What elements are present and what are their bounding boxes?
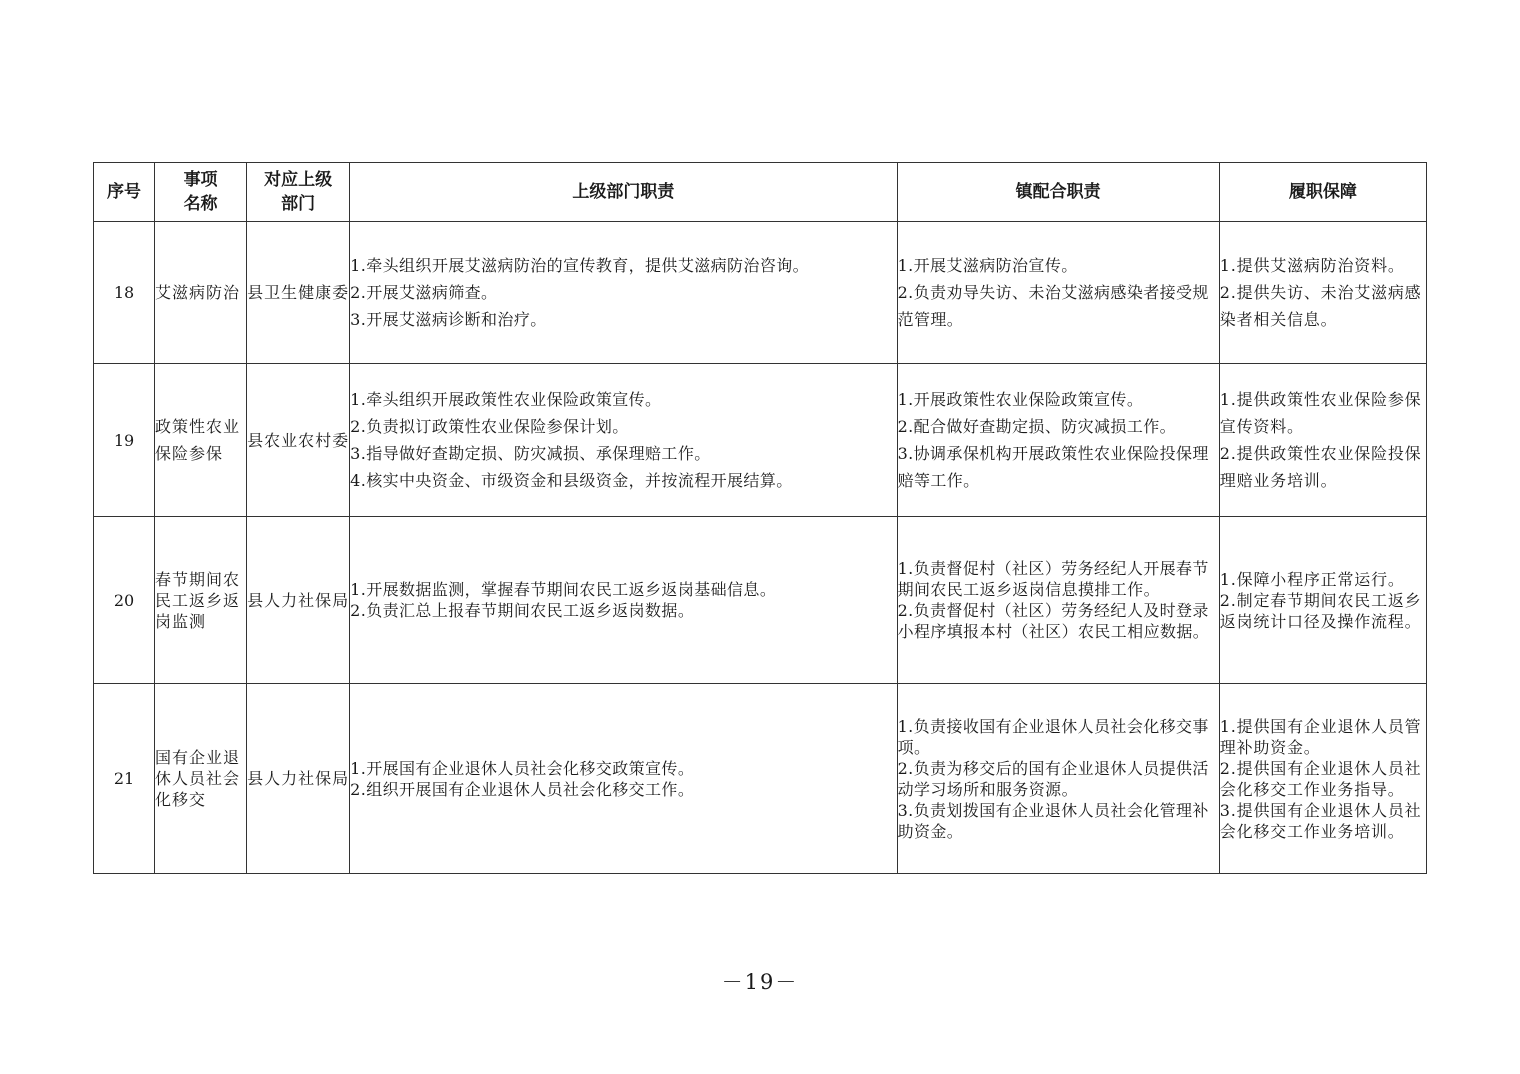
header-name-line: 事项 [183, 170, 218, 190]
duty-line: 1.保障小程序正常运行。 [1219, 569, 1405, 589]
duty-line: 1.开展政策性农业保险政策宣传。 [897, 390, 1144, 409]
table-row [94, 517, 1427, 684]
duty-line: 2.配合做好查勘定损、防灾减损工作。 [897, 417, 1177, 436]
duty-line: 2.负责拟订政策性农业保险参保计划。 [350, 417, 629, 436]
duty-line: 4.核实中央资金、市级资金和县级资金，并按流程开展结算。 [350, 471, 793, 490]
town-duties [897, 517, 1219, 684]
page-number: －19－ [721, 970, 799, 994]
row-number: 18 [94, 222, 155, 364]
duty-line: 1.负责接收国有企业退休人员社会化移交事项。 [897, 716, 1209, 757]
superior-duties [350, 517, 897, 684]
duty-line: 2.提供失访、未治艾滋病感染者相关信息。 [1219, 283, 1422, 329]
guarantee [1219, 684, 1426, 874]
duty-line: 2.提供政策性农业保险投保理赔业务培训。 [1219, 444, 1422, 490]
duty-line: 2.制定春节期间农民工返乡返岗统计口径及操作流程。 [1219, 590, 1422, 631]
header-superior-duties: 上级部门职责 [350, 163, 897, 222]
duty-line: 3.协调承保机构开展政策性农业保险投保理赔等工作。 [897, 444, 1209, 490]
superior-duties [350, 222, 897, 364]
duty-line: 1.负责督促村（社区）劳务经纪人开展春节期间农民工返乡返岗信息摸排工作。 [897, 559, 1209, 599]
duty-line: 1.提供艾滋病防治资料。 [1219, 256, 1405, 275]
header-guarantee: 履职保障 [1219, 163, 1426, 222]
duty-line: 1.牵头组织开展政策性农业保险政策宣传。 [350, 390, 662, 409]
item-name: 艾滋病防治 [155, 222, 247, 364]
duty-line: 3.负责划拨国有企业退休人员社会化管理补助资金。 [897, 800, 1209, 841]
duty-line: 3.开展艾滋病诊断和治疗。 [350, 310, 547, 329]
table-row [94, 222, 1427, 364]
duty-line: 1.开展数据监测，掌握春节期间农民工返乡返岗基础信息。 [350, 580, 777, 599]
superior-dept: 县卫生健康委 [247, 222, 350, 364]
table-header-row [94, 163, 1427, 222]
duty-line: 1.提供政策性农业保险参保宣传资料。 [1219, 390, 1422, 436]
table-row [94, 684, 1427, 874]
duty-line: 1.牵头组织开展艾滋病防治的宣传教育，提供艾滋病防治咨询。 [350, 256, 810, 275]
header-name [155, 163, 247, 222]
header-dept-line: 部门 [281, 194, 316, 214]
duty-line: 1.开展国有企业退休人员社会化移交政策宣传。 [350, 758, 695, 778]
town-duties [897, 684, 1219, 874]
duty-line: 1.提供国有企业退休人员管理补助资金。 [1219, 716, 1422, 757]
duty-line: 3.指导做好查勘定损、防灾减损、承保理赔工作。 [350, 444, 711, 463]
header-town-duties: 镇配合职责 [897, 163, 1219, 222]
town-duties [897, 364, 1219, 517]
duty-line: 2.开展艾滋病筛查。 [350, 283, 498, 302]
superior-duties [350, 364, 897, 517]
row-number: 21 [94, 684, 155, 874]
header-name-line: 名称 [183, 194, 218, 214]
duty-table [93, 162, 1427, 874]
town-duties [897, 222, 1219, 364]
duty-line: 2.负责汇总上报春节期间农民工返乡返岗数据。 [350, 601, 695, 620]
row-number: 19 [94, 364, 155, 517]
item-name: 春节期间农民工返乡返岗监测 [155, 517, 247, 684]
duty-line: 1.开展艾滋病防治宣传。 [897, 256, 1078, 275]
superior-dept: 县人力社保局 [247, 517, 350, 684]
duty-line: 2.组织开展国有企业退休人员社会化移交工作。 [350, 779, 695, 799]
superior-duties [350, 684, 897, 874]
guarantee [1219, 364, 1426, 517]
item-name: 政策性农业保险参保 [155, 364, 247, 517]
duty-line: 3.提供国有企业退休人员社会化移交工作业务培训。 [1219, 800, 1422, 841]
item-name: 国有企业退休人员社会化移交 [155, 684, 247, 874]
superior-dept: 县农业农村委 [247, 364, 350, 517]
duty-line: 2.提供国有企业退休人员社会化移交工作业务指导。 [1219, 758, 1422, 799]
duty-line: 2.负责督促村（社区）劳务经纪人及时登录小程序填报本村（社区）农民工相应数据。 [897, 601, 1210, 641]
guarantee [1219, 222, 1426, 364]
header-dept-line: 对应上级 [264, 170, 333, 190]
superior-dept: 县人力社保局 [247, 684, 350, 874]
guarantee [1219, 517, 1426, 684]
table-row [94, 364, 1427, 517]
header-no: 序号 [94, 163, 155, 222]
row-number: 20 [94, 517, 155, 684]
duty-line: 2.负责为移交后的国有企业退休人员提供活动学习场所和服务资源。 [897, 758, 1209, 799]
duty-line: 2.负责劝导失访、未治艾滋病感染者接受规范管理。 [897, 283, 1209, 329]
header-dept [247, 163, 350, 222]
